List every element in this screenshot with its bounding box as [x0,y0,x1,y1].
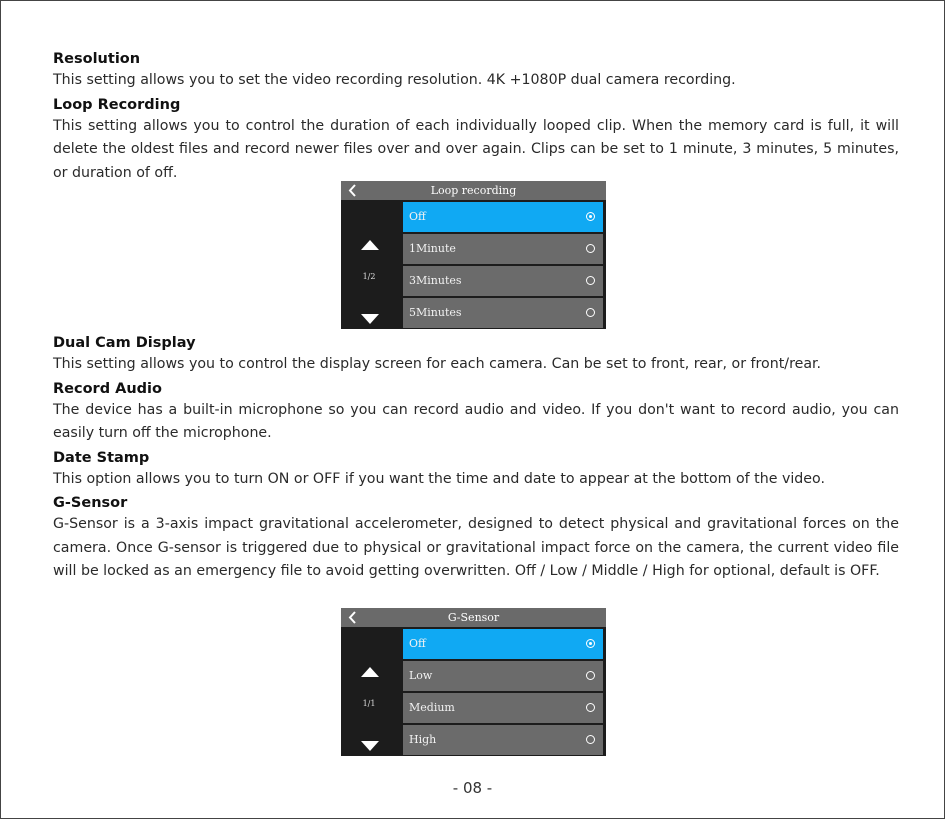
down-arrow-icon[interactable] [360,737,380,749]
radio-icon [586,735,595,744]
option-high[interactable] [403,725,603,755]
page-number: - 08 - [452,779,493,797]
option-medium[interactable] [403,693,603,723]
section-body: The device has a built-in microphone so you can record audio and video. If you don't want to record audio, you can easily turn off the microphone. [53,401,899,441]
option-5minutes[interactable] [403,298,603,328]
back-chevron-icon[interactable] [346,181,360,200]
option-off[interactable] [403,629,603,659]
option-label: Off [409,637,426,650]
nav-column [341,627,401,756]
section-body: This setting allows you to control the duration of each individually looped clip. When the memory card is full, it will delete the oldest files and record newer files over and over again. Clips can be set to 1 minute, 3 minutes, 5 minutes, or duration of off. [53,117,899,181]
option-off[interactable] [403,202,603,232]
back-chevron-icon[interactable] [346,608,360,627]
down-arrow-icon[interactable] [360,310,380,322]
option-list [403,202,603,330]
screen-title: G-Sensor [447,611,500,624]
page-indicator: 1/2 [362,272,376,281]
radio-checked-icon [586,639,595,648]
option-1minute[interactable] [403,234,603,264]
option-low[interactable] [403,661,603,691]
section-body: This option allows you to turn ON or OFF if you want the time and date to appear at the bottom of the video. [53,470,825,487]
option-label: Low [409,669,433,682]
screen-title: Loop recording [430,184,517,197]
section-date-stamp [53,448,899,492]
screen-body [341,200,606,329]
section-g-sensor [53,493,899,584]
radio-icon [586,671,595,680]
section-body: G-Sensor is a 3-axis impact gravitational accelerometer, designed to detect physical and gravitational forces on the camera. Once G-sensor is triggered due to physical or gravitational impact force on the camera, the current video file will be locked as an emergency file to avoid getting overwritten. Off / Low / Middle / High for optional, default is OFF. [53,516,899,579]
radio-icon [586,308,595,317]
section-record-audio [53,379,899,446]
option-label: 1Minute [409,242,456,255]
option-label: 5Minutes [409,306,462,319]
option-label: Off [409,210,426,223]
section-title: Dual Cam Display [53,335,196,351]
g-sensor-screen [341,608,606,756]
option-label: 3Minutes [409,274,462,287]
option-label: High [409,733,437,746]
option-3minutes[interactable] [403,266,603,296]
section-title: Record Audio [53,380,162,397]
radio-icon [586,703,595,712]
section-body: This setting allows you to set the video recording resolution. 4K +1080P dual camera recording. [53,72,736,88]
radio-checked-icon [586,212,595,221]
up-arrow-icon[interactable] [360,236,380,248]
section-title: Loop Recording [53,96,181,113]
section-title: Date Stamp [53,449,150,466]
section-title: Resolution [53,51,141,67]
screen-title-bar [341,181,606,200]
loop-recording-screen [341,181,606,329]
nav-column [341,200,401,329]
radio-icon [586,276,595,285]
section-body: This setting allows you to control the display screen for each camera. Can be set to front, rear, or front/rear. [53,356,822,372]
page-indicator: 1/1 [362,699,376,708]
section-resolution [53,49,899,93]
section-title: G-Sensor [53,495,128,511]
section-dual-cam-display [53,333,899,377]
section-loop-recording [53,95,899,186]
screen-body [341,627,606,756]
screen-title-bar [341,608,606,627]
option-label: Medium [409,701,455,714]
option-list [403,629,603,757]
radio-icon [586,244,595,253]
up-arrow-icon[interactable] [360,663,380,675]
